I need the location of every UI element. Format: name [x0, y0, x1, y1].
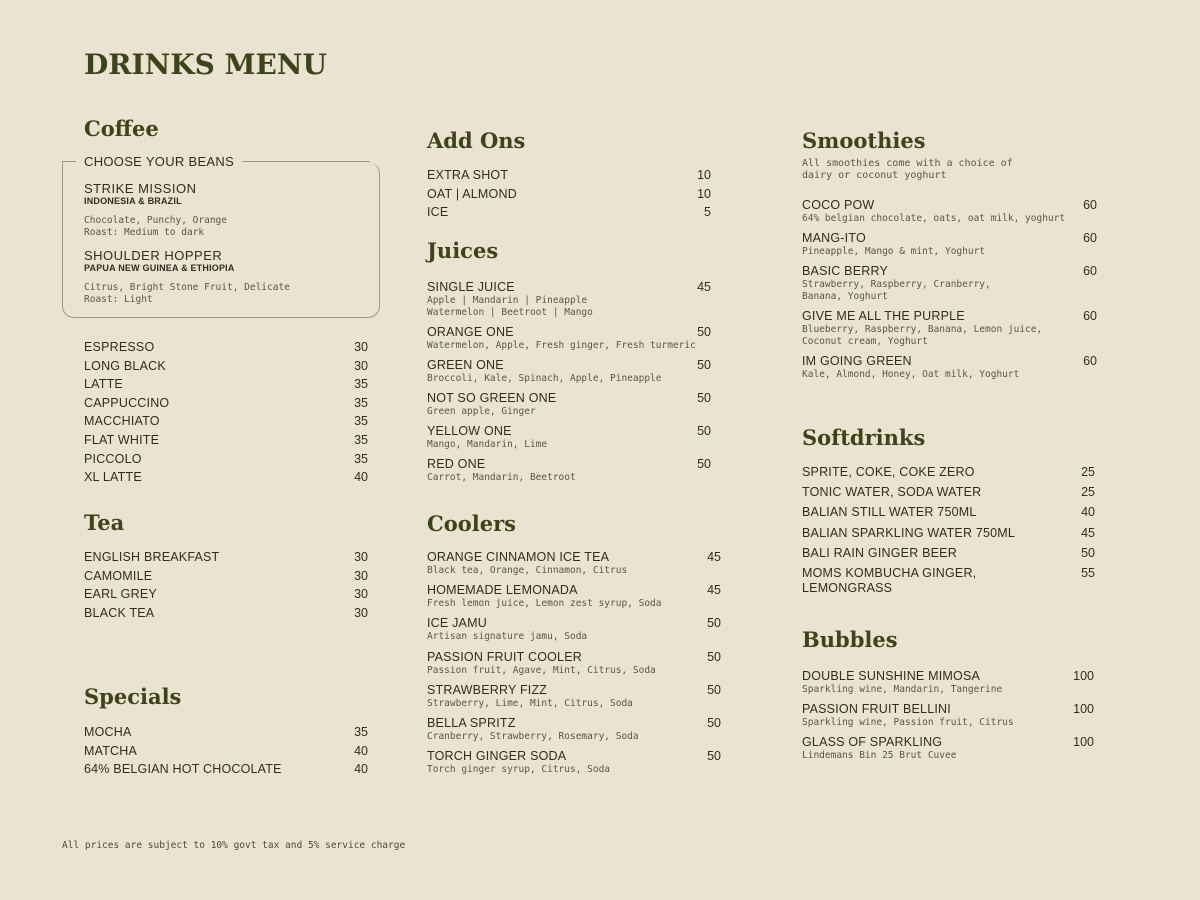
- menu-item: [84, 377, 368, 392]
- menu-item-name: BELLA SPRITZ: [427, 715, 516, 730]
- addons-heading: Add Ons: [427, 128, 526, 153]
- menu-item-name: STRAWBERRY FIZZ: [427, 682, 548, 697]
- menu-item-description: Lindemans Bin 25 Brut Cuvee: [802, 750, 957, 761]
- menu-item: [427, 358, 711, 385]
- menu-item-price: 100: [1073, 702, 1094, 716]
- menu-item: [802, 309, 1097, 348]
- bean-name: STRIKE MISSION: [84, 181, 197, 196]
- menu-item-price: 50: [697, 424, 711, 438]
- menu-item: [802, 566, 1095, 596]
- menu-item: [427, 583, 721, 610]
- menu-item: [802, 198, 1097, 225]
- menu-item-price: 30: [354, 550, 368, 564]
- footer-note: All prices are subject to 10% govt tax and 5% service charge: [62, 840, 406, 851]
- menu-item: [427, 168, 711, 183]
- menu-item-description: Strawberry, Lime, Mint, Citrus, Soda: [427, 697, 633, 709]
- menu-item: [427, 325, 711, 352]
- menu-item-description: Broccoli, Kale, Spinach, Apple, Pineapple: [427, 373, 662, 384]
- menu-item-name: HOMEMADE LEMONADA: [427, 583, 578, 598]
- menu-item-description: Watermelon, Apple, Fresh ginger, Fresh turmeric: [427, 340, 696, 351]
- menu-item-name: BALIAN SPARKLING WATER 750ML: [802, 525, 1016, 540]
- menu-item: [84, 725, 368, 740]
- menu-item-name: 64% BELGIAN HOT CHOCOLATE: [84, 762, 282, 777]
- menu-item-price: 35: [354, 414, 368, 429]
- menu-item-description: 64% belgian chocolate, oats, oat milk, yoghurt: [802, 213, 1066, 224]
- menu-item-name: GIVE ME ALL THE PURPLE: [802, 309, 965, 323]
- menu-item: [802, 702, 1094, 729]
- menu-item: [427, 716, 721, 743]
- menu-item-price: 30: [354, 358, 368, 373]
- menu-item-price: 40: [1081, 505, 1095, 520]
- tea-heading: Tea: [84, 510, 125, 535]
- menu-item-price: 40: [354, 743, 368, 758]
- menu-item-price: 30: [354, 568, 368, 583]
- menu-item-name: BALIAN STILL WATER 750ML: [802, 505, 977, 520]
- menu-item-price: 5: [704, 205, 711, 220]
- menu-item: [802, 735, 1094, 762]
- menu-item: [84, 762, 368, 777]
- menu-item-price: 50: [707, 682, 721, 697]
- menu-item-price: 55: [1081, 565, 1095, 580]
- beans-title: CHOOSE YOUR BEANS: [84, 154, 235, 169]
- menu-item-price: 60: [1083, 198, 1097, 212]
- menu-item-name: LATTE: [84, 377, 123, 392]
- menu-item: [802, 231, 1097, 258]
- menu-item-name: DOUBLE SUNSHINE MIMOSA: [802, 669, 981, 683]
- menu-item: [84, 452, 368, 467]
- menu-item-price: 35: [354, 725, 368, 739]
- menu-item: [427, 749, 721, 776]
- menu-item-description: Carrot, Mandarin, Beetroot: [427, 472, 576, 483]
- menu-item-name: ESPRESSO: [84, 340, 155, 354]
- menu-item-name: ICE JAMU: [427, 616, 487, 631]
- menu-item-description: Kale, Almond, Honey, Oat milk, Yoghurt: [802, 369, 1020, 380]
- bean-notes: Citrus, Bright Stone Fruit, Delicate Roast: Light: [84, 282, 290, 305]
- menu-item-price: 35: [354, 451, 368, 466]
- menu-item-name: XL LATTE: [84, 470, 142, 485]
- menu-item: [427, 650, 721, 677]
- menu-item-price: 40: [354, 470, 368, 485]
- menu-item: [802, 546, 1095, 561]
- menu-item-description: Passion fruit, Agave, Mint, Citrus, Soda: [427, 664, 656, 676]
- menu-item: [84, 606, 368, 621]
- menu-item: [427, 550, 721, 577]
- tea-list: [84, 550, 368, 621]
- menu-item: [84, 340, 368, 355]
- beans-box-top-left-rule: [62, 161, 76, 162]
- menu-item: [802, 264, 1097, 303]
- menu-item-name: PICCOLO: [84, 451, 142, 466]
- menu-item-name: MATCHA: [84, 743, 138, 758]
- menu-item-name: FLAT WHITE: [84, 432, 160, 447]
- menu-item-price: 35: [354, 432, 368, 447]
- menu-item: [427, 457, 711, 484]
- menu-item-description: Sparkling wine, Passion fruit, Citrus: [802, 717, 1014, 728]
- menu-item-description: Fresh lemon juice, Lemon zest syrup, Soda: [427, 598, 662, 610]
- menu-item-price: 60: [1083, 354, 1097, 368]
- menu-item-name: ENGLISH BREAKFAST: [84, 550, 220, 564]
- menu-item-price: 50: [707, 715, 721, 730]
- menu-item-price: 25: [1081, 465, 1095, 479]
- bean-option: [84, 181, 227, 239]
- menu-item: [427, 391, 711, 418]
- menu-item: [427, 683, 721, 710]
- menu-item-name: TORCH GINGER SODA: [427, 749, 567, 764]
- menu-item-price: 100: [1073, 735, 1094, 749]
- menu-item-name: GLASS OF SPARKLING: [802, 735, 943, 749]
- menu-item-price: 30: [354, 605, 368, 620]
- menu-item: [84, 744, 368, 759]
- menu-item-name: YELLOW ONE: [427, 424, 512, 438]
- bean-origin: PAPUA NEW GUINEA & ETHIOPIA: [84, 263, 235, 273]
- menu-item: [427, 187, 711, 202]
- menu-item: [427, 280, 711, 319]
- menu-item-price: 35: [354, 377, 368, 392]
- menu-item-name: ORANGE CINNAMON ICE TEA: [427, 550, 610, 564]
- menu-item-name: BALI RAIN GINGER BEER: [802, 545, 957, 560]
- bean-notes: Chocolate, Punchy, Orange Roast: Medium to dark: [84, 215, 227, 238]
- menu-item-name: MOCHA: [84, 725, 132, 739]
- menu-item-price: 100: [1073, 669, 1094, 683]
- menu-item-description: Mango, Mandarin, Lime: [427, 439, 548, 450]
- menu-item-name: PASSION FRUIT BELLINI: [802, 702, 951, 716]
- menu-item-name: MACCHIATO: [84, 414, 160, 429]
- menu-item-name: IM GOING GREEN: [802, 354, 912, 368]
- menu-item-description: Apple | Mandarin | Pineapple Watermelon | Beetroot | Mango: [427, 295, 593, 318]
- menu-item-name: TONIC WATER, SODA WATER: [802, 485, 982, 500]
- softdrinks-heading: Softdrinks: [802, 425, 926, 450]
- menu-item: [84, 433, 368, 448]
- menu-item-description: Blueberry, Raspberry, Banana, Lemon juice, Coconut cream, Yoghurt: [802, 324, 1043, 347]
- menu-item-price: 30: [354, 587, 368, 602]
- menu-item-price: 50: [697, 457, 711, 471]
- softdrinks-list: [802, 465, 1095, 596]
- menu-item-price: 25: [1081, 485, 1095, 500]
- menu-item: [802, 354, 1097, 381]
- menu-item-name: NOT SO GREEN ONE: [427, 391, 557, 405]
- menu-item: [802, 526, 1095, 541]
- menu-item-name: COCO POW: [802, 198, 875, 212]
- menu-item: [427, 616, 721, 643]
- menu-item-price: 50: [697, 325, 711, 339]
- menu-item-name: LONG BLACK: [84, 358, 166, 373]
- menu-item-price: 50: [707, 649, 721, 664]
- menu-item-name: SPRITE, COKE, COKE ZERO: [802, 465, 975, 479]
- menu-item-price: 50: [697, 358, 711, 372]
- menu-item-price: 45: [697, 280, 711, 294]
- menu-item-name: MOMS KOMBUCHA GINGER, LEMONGRASS: [802, 565, 977, 595]
- smoothies-subtitle: All smoothies come with a choice of dairy or coconut yoghurt: [802, 158, 1013, 181]
- menu-item-price: 50: [707, 749, 721, 764]
- menu-item-name: ORANGE ONE: [427, 325, 514, 339]
- menu-item-price: 10: [697, 186, 711, 201]
- menu-title: DRINKS MENU: [84, 48, 327, 81]
- menu-item-name: RED ONE: [427, 457, 486, 471]
- menu-item-description: Sparkling wine, Mandarin, Tangerine: [802, 684, 1003, 695]
- menu-item-description: Artisan signature jamu, Soda: [427, 631, 588, 643]
- menu-item-price: 60: [1083, 264, 1097, 278]
- coffee-heading: Coffee: [84, 116, 159, 141]
- menu-item-name: SINGLE JUICE: [427, 280, 515, 294]
- menu-item-name: ICE: [427, 205, 449, 220]
- bubbles-list: [802, 669, 1094, 762]
- coolers-list: [427, 550, 721, 776]
- menu-item-name: PASSION FRUIT COOLER: [427, 649, 582, 664]
- menu-item-name: GREEN ONE: [427, 358, 504, 372]
- menu-item: [802, 669, 1094, 696]
- menu-item: [84, 569, 368, 584]
- menu-item: [427, 205, 711, 220]
- menu-item-description: Pineapple, Mango & mint, Yoghurt: [802, 246, 986, 257]
- menu-item-name: OAT | ALMOND: [427, 186, 517, 201]
- menu-item: [802, 485, 1095, 500]
- smoothies-heading: Smoothies: [802, 128, 926, 153]
- menu-item-price: 50: [707, 616, 721, 631]
- specials-heading: Specials: [84, 684, 182, 709]
- coolers-heading: Coolers: [427, 511, 516, 536]
- menu-item: [802, 465, 1095, 480]
- juices-list: [427, 280, 711, 484]
- menu-item-description: Cranberry, Strawberry, Rosemary, Soda: [427, 730, 639, 742]
- juices-heading: Juices: [427, 238, 499, 263]
- coffee-list: [84, 340, 368, 485]
- menu-item: [802, 505, 1095, 520]
- menu-item-description: Black tea, Orange, Cinnamon, Citrus: [427, 565, 628, 576]
- bean-option: [84, 248, 290, 306]
- menu-item-price: 30: [354, 340, 368, 354]
- menu-item: [84, 470, 368, 485]
- menu-item-price: 50: [697, 391, 711, 405]
- menu-item-price: 60: [1083, 231, 1097, 245]
- bean-name: SHOULDER HOPPER: [84, 248, 223, 263]
- menu-item: [84, 550, 368, 565]
- smoothies-list: [802, 198, 1097, 381]
- beans-box-top-right-rule: [242, 161, 370, 162]
- bubbles-heading: Bubbles: [802, 627, 898, 652]
- menu-item-name: EARL GREY: [84, 587, 157, 602]
- menu-item-name: MANG-ITO: [802, 231, 866, 245]
- menu-item-price: 60: [1083, 309, 1097, 323]
- menu-item-price: 35: [354, 395, 368, 410]
- bean-origin: INDONESIA & BRAZIL: [84, 196, 182, 206]
- menu-item-price: 50: [1081, 545, 1095, 560]
- menu-item-name: CAMOMILE: [84, 568, 153, 583]
- menu-item-description: Strawberry, Raspberry, Cranberry, Banana, Yoghurt: [802, 279, 991, 302]
- menu-item: [84, 359, 368, 374]
- menu-item-price: 45: [707, 550, 721, 564]
- menu-item-description: Torch ginger syrup, Citrus, Soda: [427, 764, 611, 776]
- menu-item-price: 40: [354, 762, 368, 777]
- menu-item-name: CAPPUCCINO: [84, 395, 170, 410]
- menu-item-price: 45: [707, 583, 721, 598]
- menu-item: [427, 424, 711, 451]
- menu-item: [84, 414, 368, 429]
- menu-item-name: EXTRA SHOT: [427, 168, 509, 182]
- menu-item-price: 10: [697, 168, 711, 182]
- menu-item-price: 45: [1081, 525, 1095, 540]
- menu-item-name: BASIC BERRY: [802, 264, 889, 278]
- menu-item-description: Green apple, Ginger: [427, 406, 536, 417]
- specials-list: [84, 725, 368, 777]
- menu-item: [84, 587, 368, 602]
- menu-item: [84, 396, 368, 411]
- menu-item-name: BLACK TEA: [84, 605, 155, 620]
- addons-list: [427, 168, 711, 220]
